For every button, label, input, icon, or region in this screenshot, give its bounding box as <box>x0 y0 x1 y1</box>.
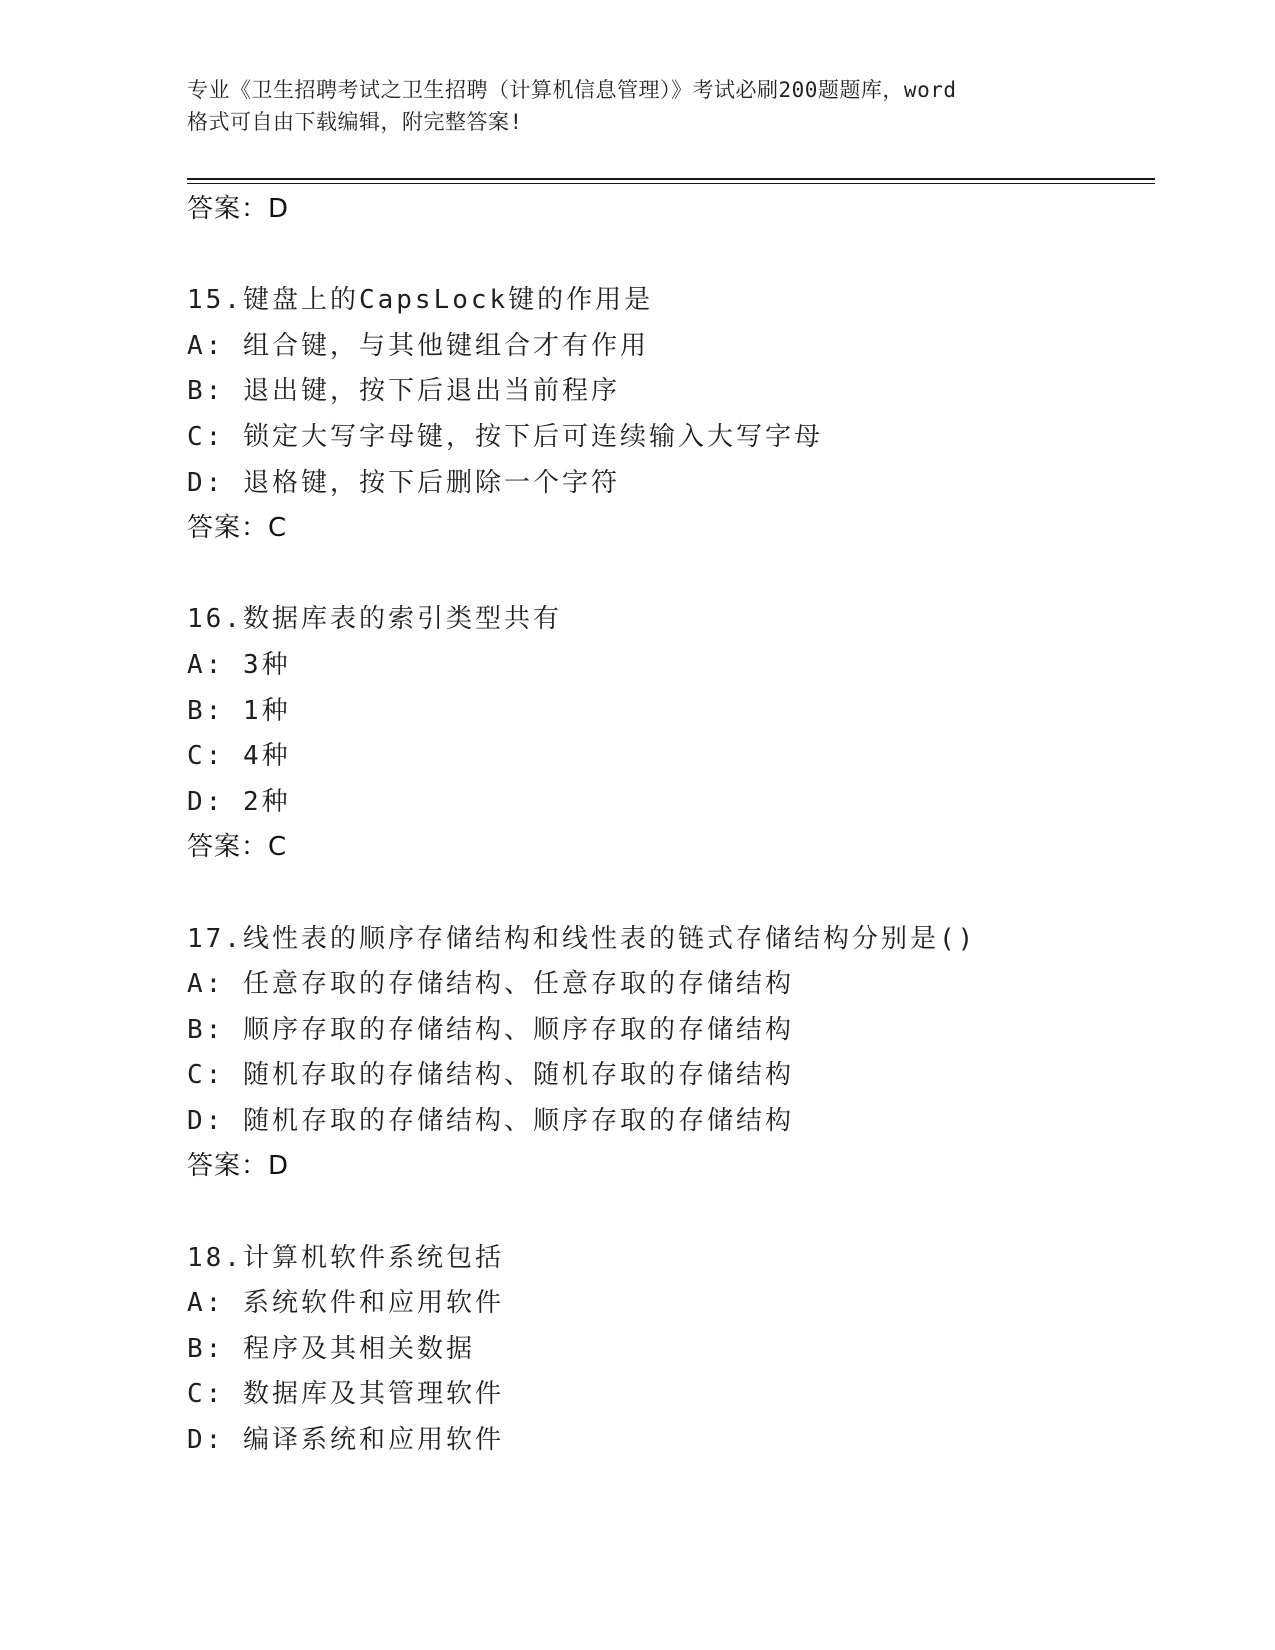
answer: 答案：C <box>187 513 288 544</box>
option-a: A: 系统软件和应用软件 <box>187 1288 504 1319</box>
answer: 答案：C <box>187 832 288 863</box>
header-line-1: 专业《卫生招聘考试之卫生招聘（计算机信息管理）》考试必刷200题题库，word <box>187 78 957 102</box>
option-b: B: 程序及其相关数据 <box>187 1333 475 1364</box>
answer: 答案：D <box>187 1151 290 1182</box>
document-header <box>187 74 1087 138</box>
spacer <box>187 871 1155 917</box>
option-b: B: 顺序存取的存储结构、顺序存取的存储结构 <box>187 1014 794 1045</box>
header-rule-thick <box>187 178 1155 180</box>
option-c: C: 锁定大写字母键，按下后可连续输入大写字母 <box>187 421 823 452</box>
header-line-2: 格式可自由下载编辑，附完整答案! <box>187 110 523 134</box>
option-b: B: 1种 <box>187 695 291 726</box>
question-text: 16.数据库表的索引类型共有 <box>187 604 562 635</box>
option-a: A: 3种 <box>187 649 291 680</box>
header-rule-thin <box>187 183 1155 184</box>
spacer <box>187 552 1155 598</box>
option-c: C: 随机存取的存储结构、随机存取的存储结构 <box>187 1060 794 1091</box>
option-c: C: 4种 <box>187 741 291 772</box>
answer-previous: 答案：D <box>187 194 290 224</box>
option-a: A: 组合键，与其他键组合才有作用 <box>187 330 649 361</box>
question-15 <box>187 278 1155 552</box>
option-d: D: 2种 <box>187 786 291 817</box>
question-16 <box>187 597 1155 871</box>
option-d: D: 编译系统和应用软件 <box>187 1425 504 1456</box>
question-text: 15.键盘上的CapsLock键的作用是 <box>187 285 654 316</box>
question-17 <box>187 917 1155 1191</box>
spacer <box>187 1190 1155 1236</box>
question-list <box>187 187 1155 1464</box>
option-d: D: 随机存取的存储结构、顺序存取的存储结构 <box>187 1105 794 1136</box>
option-a: A: 任意存取的存储结构、任意存取的存储结构 <box>187 969 794 1000</box>
question-text: 18.计算机软件系统包括 <box>187 1242 504 1273</box>
option-c: C: 数据库及其管理软件 <box>187 1379 504 1410</box>
option-d: D: 退格键，按下后删除一个字符 <box>187 467 620 498</box>
spacer <box>187 233 1155 279</box>
question-18 <box>187 1236 1155 1464</box>
question-text: 17.线性表的顺序存储结构和线性表的链式存储结构分别是() <box>187 923 977 954</box>
option-b: B: 退出键，按下后退出当前程序 <box>187 376 620 407</box>
